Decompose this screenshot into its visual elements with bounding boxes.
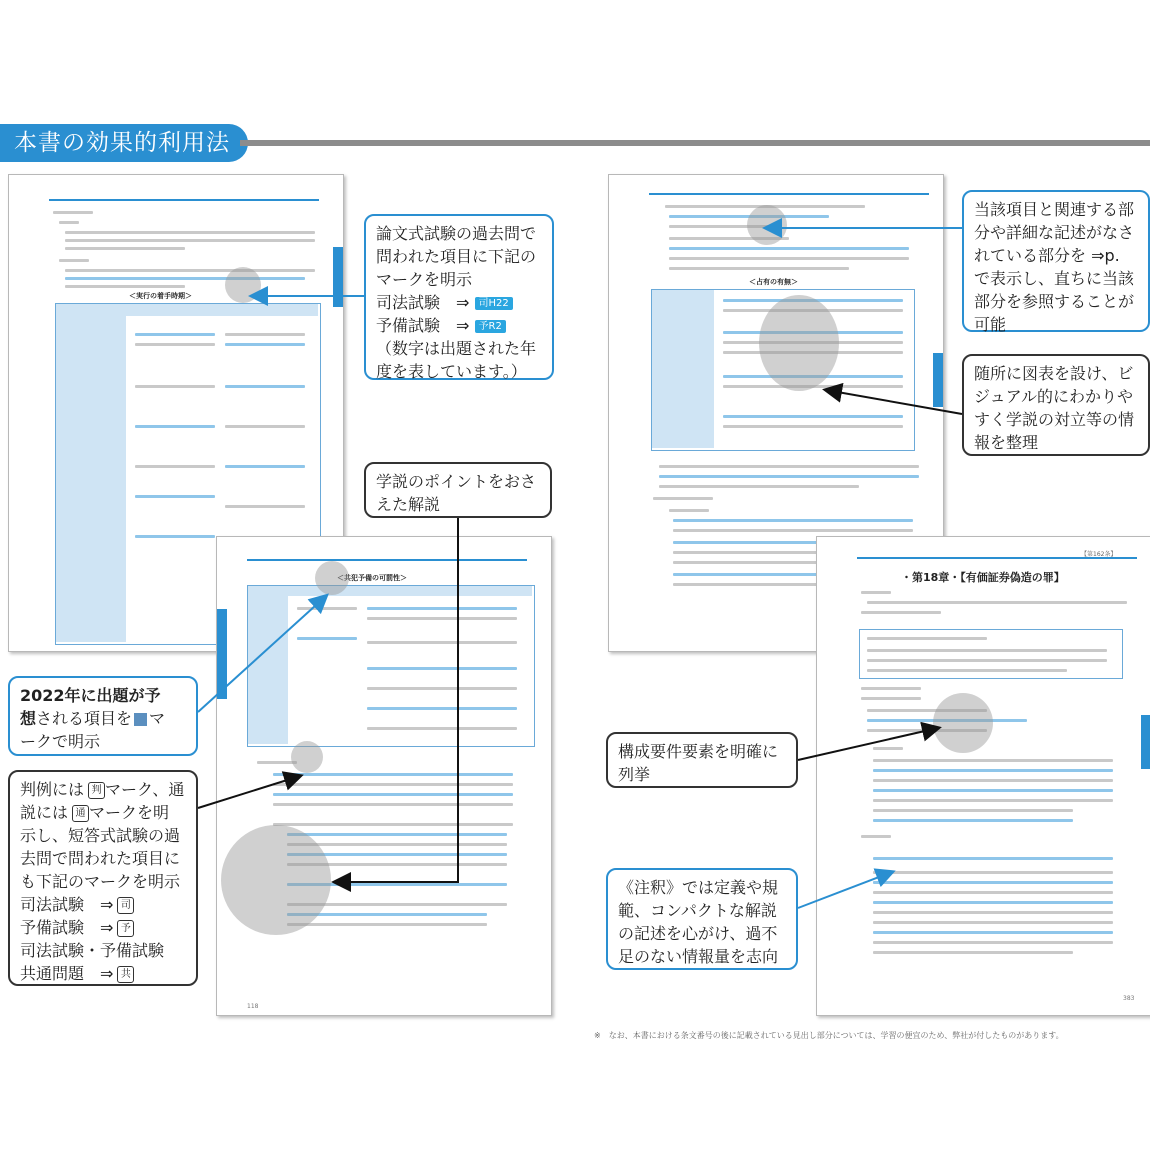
callout-text: 論文式試験の過去問で xyxy=(376,224,537,243)
footer-note: ※ なお、本書における条文番号の後に記載されている見出し部分については、学習の便宜のため、弊社が付したものがあります。 xyxy=(594,1031,1064,1040)
callout-text: 司法試験 ⇒ xyxy=(20,895,114,914)
callout-text: で表示し、直ちに当該 xyxy=(974,269,1135,288)
callout-text: 予備試験 ⇒ xyxy=(376,316,470,335)
yobi-mark-icon: 予 xyxy=(117,920,134,937)
callout-text: 2022年に出題が予 xyxy=(20,686,161,705)
chapter-title: ・第18章・【有価証券偽造の罪】 xyxy=(901,571,1065,584)
yobi-mark: 予R2 xyxy=(475,320,506,333)
callout-text: される項目を xyxy=(36,709,133,728)
callout-text: 足のない情報量を志向 xyxy=(618,947,779,966)
callout-gakusetsu xyxy=(364,462,552,518)
callout-text: 範、コンパクトな解説 xyxy=(618,901,777,920)
callout-text: 当該項目と関連する部 xyxy=(974,200,1135,219)
page-number: 383 xyxy=(1123,995,1135,1002)
callout-text: マークを明 xyxy=(89,803,170,822)
callout-ronbun-marks xyxy=(364,214,554,380)
callout-text: 部分を参照することが xyxy=(974,292,1135,311)
callout-chushaku xyxy=(606,868,798,970)
page-number: 118 xyxy=(247,1003,259,1010)
callout-text: 《注釈》では定義や規 xyxy=(618,878,779,897)
callout-text: 説には xyxy=(20,803,69,822)
shiho-mark: 司H22 xyxy=(475,297,513,310)
callout-text: 司法試験 ⇒ xyxy=(376,293,470,312)
callout-text: 予備試験 ⇒ xyxy=(20,918,114,937)
callout-text: 度を表しています。） xyxy=(376,362,527,381)
callout-text: えた解説 xyxy=(376,495,441,514)
callout-text: 列挙 xyxy=(618,765,651,784)
callout-hanrei xyxy=(8,770,198,986)
callout-text: すく学説の対立等の情 xyxy=(974,410,1135,429)
callout-text: 構成要件要素を明確に xyxy=(618,742,779,761)
table-caption-3: ＜占有の有無＞ xyxy=(749,278,798,286)
tsusetsu-mark-icon: 通 xyxy=(72,805,89,822)
callout-text: 想 xyxy=(20,709,37,728)
callout-kosei xyxy=(606,732,798,788)
callout-text: （数字は出題された年 xyxy=(376,339,537,358)
callout-text: 報を整理 xyxy=(974,433,1039,452)
yosou-mark-icon xyxy=(134,713,147,726)
kyotsu-mark-icon: 共 xyxy=(117,966,134,983)
table-caption-2: ＜共犯予備の可罰性＞ xyxy=(337,574,407,582)
article-label: 【第162条】 xyxy=(1081,551,1117,558)
callout-text: 問われた項目に下記の xyxy=(376,247,537,266)
callout-text: 随所に図表を設け、ビ xyxy=(974,364,1134,383)
callout-text: マークを明示 xyxy=(376,270,473,289)
callout-kanren xyxy=(962,190,1150,332)
callout-text: ジュアル的にわかりや xyxy=(974,387,1134,406)
hanrei-mark-icon: 判 xyxy=(88,782,105,799)
callout-text: 司法試験・予備試験 xyxy=(20,941,165,960)
callout-yosou xyxy=(8,676,198,756)
callout-text: 判例には xyxy=(20,780,85,799)
shiho-mark-icon: 司 xyxy=(117,897,134,914)
callout-text: の記述を心がけ、過不 xyxy=(618,924,778,943)
callout-text: 学説のポイントをおさ xyxy=(376,472,537,491)
callout-text: マ xyxy=(149,709,166,728)
callout-text: マーク、通 xyxy=(105,780,185,799)
callout-text: 去問で問われた項目に xyxy=(20,849,181,868)
callout-text: も下記のマークを明示 xyxy=(20,872,181,891)
callout-text: れている部分を ⇒p. xyxy=(974,246,1120,265)
table-caption-1: ＜実行の着手時期＞ xyxy=(129,292,192,300)
callout-text: 分や詳細な記述がなさ xyxy=(974,223,1135,242)
page-title: 本書の効果的利用法 xyxy=(0,124,248,162)
callout-text: 示し、短答式試験の過 xyxy=(20,826,181,845)
callout-zuhyo xyxy=(962,354,1150,456)
callout-text: 共通問題 ⇒ xyxy=(20,964,114,983)
callout-text: ークで明示 xyxy=(20,732,101,751)
callout-text: 可能 xyxy=(974,315,1007,334)
